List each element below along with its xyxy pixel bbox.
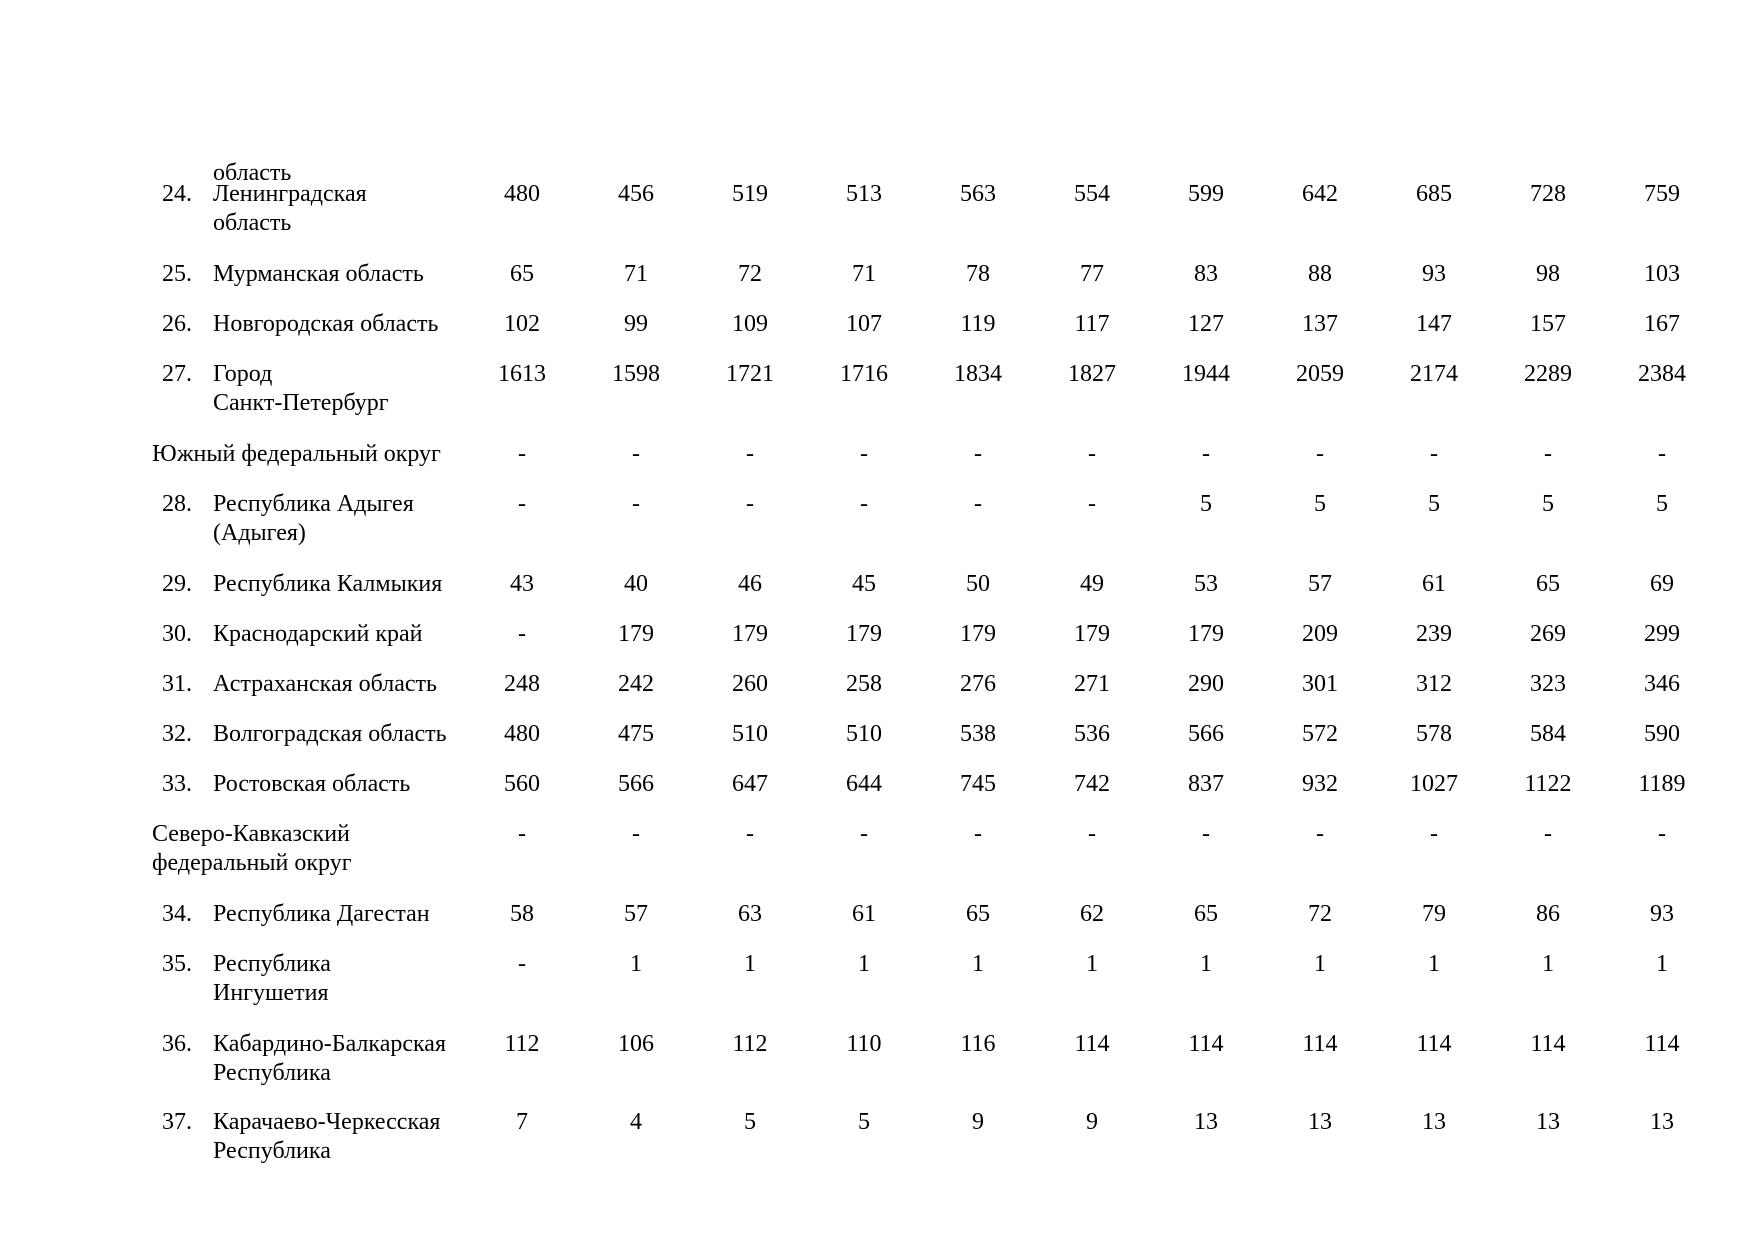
name-line: Ингушетия: [213, 980, 329, 1006]
value-cell: 1: [630, 951, 642, 977]
value-cell: -: [1544, 441, 1552, 467]
value-cell: 5: [858, 1109, 870, 1135]
value-cell: 78: [966, 261, 990, 287]
row-number: 37.: [162, 1109, 192, 1135]
value-cell: 71: [852, 261, 876, 287]
value-cell: 65: [966, 901, 990, 927]
value-cell: 269: [1530, 621, 1566, 647]
value-cell: 644: [846, 771, 882, 797]
region-name: [213, 310, 478, 339]
region-name: [213, 620, 478, 649]
value-cell: 1944: [1182, 361, 1230, 387]
value-cell: -: [632, 441, 640, 467]
value-cell: -: [1088, 821, 1096, 847]
value-cell: -: [518, 441, 526, 467]
value-cell: 566: [1188, 721, 1224, 747]
value-cell: 1721: [726, 361, 774, 387]
value-cell: 566: [618, 771, 654, 797]
value-cell: 510: [732, 721, 768, 747]
value-cell: 71: [624, 261, 648, 287]
name-line: Республика: [213, 1060, 331, 1086]
value-cell: 475: [618, 721, 654, 747]
value-cell: 248: [504, 671, 540, 697]
name-line: область: [213, 160, 292, 186]
value-cell: 480: [504, 721, 540, 747]
value-cell: 9: [972, 1109, 984, 1135]
region-name: [213, 670, 478, 699]
value-cell: 72: [1308, 901, 1332, 927]
row-number: 26.: [162, 311, 192, 337]
value-cell: -: [1316, 441, 1324, 467]
value-cell: -: [1088, 491, 1096, 517]
value-cell: -: [860, 441, 868, 467]
value-cell: 117: [1074, 311, 1110, 337]
value-cell: 5: [1314, 491, 1326, 517]
value-cell: 102: [504, 311, 540, 337]
value-cell: -: [1202, 821, 1210, 847]
value-cell: 2384: [1638, 361, 1686, 387]
name-line: Ленинградская: [213, 181, 367, 207]
value-cell: 1834: [954, 361, 1002, 387]
value-cell: 584: [1530, 721, 1566, 747]
district-name: [152, 820, 482, 878]
value-cell: 167: [1644, 311, 1680, 337]
value-cell: 179: [732, 621, 768, 647]
value-cell: 5: [1200, 491, 1212, 517]
value-cell: 260: [732, 671, 768, 697]
row-number: 33.: [162, 771, 192, 797]
value-cell: 685: [1416, 181, 1452, 207]
value-cell: 642: [1302, 181, 1338, 207]
value-cell: 572: [1302, 721, 1338, 747]
value-cell: 114: [1074, 1031, 1110, 1057]
region-name: [213, 570, 478, 599]
value-cell: -: [974, 441, 982, 467]
value-cell: -: [1658, 821, 1666, 847]
name-line: Город: [213, 361, 273, 387]
value-cell: 43: [510, 571, 534, 597]
value-cell: 554: [1074, 181, 1110, 207]
value-cell: -: [1316, 821, 1324, 847]
value-cell: 599: [1188, 181, 1224, 207]
name-line: Республика Дагестан: [213, 901, 430, 927]
name-line: Северо-Кавказский: [152, 821, 350, 847]
region-name: [213, 490, 478, 548]
value-cell: 1: [1086, 951, 1098, 977]
value-cell: 1: [744, 951, 756, 977]
value-cell: 77: [1080, 261, 1104, 287]
value-cell: -: [1544, 821, 1552, 847]
value-cell: 276: [960, 671, 996, 697]
value-cell: -: [518, 621, 526, 647]
value-cell: 114: [1188, 1031, 1224, 1057]
value-cell: -: [1430, 441, 1438, 467]
value-cell: 107: [846, 311, 882, 337]
value-cell: 114: [1644, 1031, 1680, 1057]
value-cell: 480: [504, 181, 540, 207]
value-cell: 271: [1074, 671, 1110, 697]
value-cell: 137: [1302, 311, 1338, 337]
value-cell: 114: [1302, 1031, 1338, 1057]
value-cell: 179: [618, 621, 654, 647]
region-name: [213, 1108, 478, 1166]
value-cell: 65: [510, 261, 534, 287]
value-cell: 99: [624, 311, 648, 337]
region-name: [213, 900, 478, 929]
value-cell: 519: [732, 181, 768, 207]
value-cell: 239: [1416, 621, 1452, 647]
value-cell: 456: [618, 181, 654, 207]
value-cell: 1122: [1524, 771, 1572, 797]
value-cell: 5: [1428, 491, 1440, 517]
value-cell: 4: [630, 1109, 642, 1135]
region-name: [213, 1030, 478, 1088]
value-cell: 728: [1530, 181, 1566, 207]
value-cell: 116: [960, 1031, 996, 1057]
value-cell: 536: [1074, 721, 1110, 747]
value-cell: 1189: [1638, 771, 1686, 797]
value-cell: 40: [624, 571, 648, 597]
region-name: [213, 950, 478, 1008]
row-number: 35.: [162, 951, 192, 977]
value-cell: -: [974, 821, 982, 847]
value-cell: 13: [1194, 1109, 1218, 1135]
row-number: 28.: [162, 491, 192, 517]
value-cell: 109: [732, 311, 768, 337]
value-cell: 114: [1530, 1031, 1566, 1057]
value-cell: -: [1202, 441, 1210, 467]
name-line: Санкт-Петербург: [213, 390, 389, 416]
value-cell: 49: [1080, 571, 1104, 597]
value-cell: 1827: [1068, 361, 1116, 387]
value-cell: 58: [510, 901, 534, 927]
value-cell: -: [746, 821, 754, 847]
region-name: [213, 720, 478, 749]
value-cell: 13: [1422, 1109, 1446, 1135]
value-cell: 9: [1086, 1109, 1098, 1135]
name-line: Республика Адыгея: [213, 491, 414, 517]
row-number: 24.: [162, 181, 192, 207]
row-number: 25.: [162, 261, 192, 287]
value-cell: 590: [1644, 721, 1680, 747]
district-name: [152, 440, 482, 469]
value-cell: 13: [1536, 1109, 1560, 1135]
value-cell: -: [746, 491, 754, 517]
value-cell: -: [860, 491, 868, 517]
value-cell: 745: [960, 771, 996, 797]
name-line: область: [213, 210, 292, 236]
value-cell: 5: [744, 1109, 756, 1135]
value-cell: 93: [1422, 261, 1446, 287]
value-cell: -: [746, 441, 754, 467]
name-line: Кабардино-Балкарская: [213, 1031, 446, 1057]
value-cell: 45: [852, 571, 876, 597]
region-name: [213, 260, 478, 289]
name-line: Мурманская область: [213, 261, 424, 287]
value-cell: 69: [1650, 571, 1674, 597]
value-cell: 61: [1422, 571, 1446, 597]
value-cell: -: [1658, 441, 1666, 467]
value-cell: 563: [960, 181, 996, 207]
value-cell: 127: [1188, 311, 1224, 337]
value-cell: 179: [1074, 621, 1110, 647]
name-line: Карачаево-Черкесская: [213, 1109, 441, 1135]
region-name: [213, 180, 478, 238]
value-cell: 86: [1536, 901, 1560, 927]
name-line: Астраханская область: [213, 671, 437, 697]
value-cell: 1: [972, 951, 984, 977]
value-cell: -: [632, 821, 640, 847]
value-cell: 157: [1530, 311, 1566, 337]
value-cell: 1: [1656, 951, 1668, 977]
value-cell: 323: [1530, 671, 1566, 697]
value-cell: 209: [1302, 621, 1338, 647]
value-cell: 62: [1080, 901, 1104, 927]
value-cell: 1: [858, 951, 870, 977]
value-cell: 179: [1188, 621, 1224, 647]
region-name: [213, 360, 478, 418]
value-cell: 110: [846, 1031, 882, 1057]
row-number: 34.: [162, 901, 192, 927]
value-cell: 513: [846, 181, 882, 207]
name-line: Волгоградская область: [213, 721, 447, 747]
row-number: 29.: [162, 571, 192, 597]
value-cell: -: [1430, 821, 1438, 847]
row-number: 31.: [162, 671, 192, 697]
value-cell: 560: [504, 771, 540, 797]
value-cell: 312: [1416, 671, 1452, 697]
value-cell: 1: [1542, 951, 1554, 977]
value-cell: 112: [732, 1031, 768, 1057]
value-cell: 538: [960, 721, 996, 747]
value-cell: 1: [1428, 951, 1440, 977]
value-cell: 98: [1536, 261, 1560, 287]
value-cell: 299: [1644, 621, 1680, 647]
value-cell: 5: [1656, 491, 1668, 517]
value-cell: 119: [960, 311, 996, 337]
value-cell: 13: [1308, 1109, 1332, 1135]
name-line: Республика Калмыкия: [213, 571, 443, 597]
value-cell: 1716: [840, 361, 888, 387]
value-cell: 53: [1194, 571, 1218, 597]
value-cell: 179: [960, 621, 996, 647]
value-cell: 932: [1302, 771, 1338, 797]
value-cell: 837: [1188, 771, 1224, 797]
value-cell: 1027: [1410, 771, 1458, 797]
value-cell: -: [974, 491, 982, 517]
value-cell: 1: [1200, 951, 1212, 977]
value-cell: 301: [1302, 671, 1338, 697]
name-line: [213, 130, 478, 159]
value-cell: 13: [1650, 1109, 1674, 1135]
value-cell: 63: [738, 901, 762, 927]
row-number: 32.: [162, 721, 192, 747]
value-cell: 1598: [612, 361, 660, 387]
value-cell: 179: [846, 621, 882, 647]
value-cell: 2059: [1296, 361, 1344, 387]
value-cell: 65: [1194, 901, 1218, 927]
value-cell: 72: [738, 261, 762, 287]
value-cell: 57: [624, 901, 648, 927]
value-cell: 647: [732, 771, 768, 797]
row-number: 27.: [162, 361, 192, 387]
value-cell: 258: [846, 671, 882, 697]
value-cell: 93: [1650, 901, 1674, 927]
name-line: Республика: [213, 951, 331, 977]
row-number: 36.: [162, 1031, 192, 1057]
value-cell: 2289: [1524, 361, 1572, 387]
value-cell: 242: [618, 671, 654, 697]
value-cell: 290: [1188, 671, 1224, 697]
value-cell: -: [860, 821, 868, 847]
value-cell: 5: [1542, 491, 1554, 517]
value-cell: 61: [852, 901, 876, 927]
name-line: (Адыгея): [213, 520, 306, 546]
value-cell: 103: [1644, 261, 1680, 287]
value-cell: 742: [1074, 771, 1110, 797]
value-cell: 1: [1314, 951, 1326, 977]
name-line: федеральный округ: [152, 850, 352, 876]
value-cell: 346: [1644, 671, 1680, 697]
value-cell: 147: [1416, 311, 1452, 337]
value-cell: 114: [1416, 1031, 1452, 1057]
value-cell: 50: [966, 571, 990, 597]
name-line: Краснодарский край: [213, 621, 423, 647]
value-cell: 106: [618, 1031, 654, 1057]
name-line: Ростовская область: [213, 771, 411, 797]
value-cell: 1613: [498, 361, 546, 387]
value-cell: 57: [1308, 571, 1332, 597]
value-cell: 510: [846, 721, 882, 747]
value-cell: 79: [1422, 901, 1446, 927]
value-cell: -: [1088, 441, 1096, 467]
value-cell: 7: [516, 1109, 528, 1135]
row-number: 30.: [162, 621, 192, 647]
value-cell: -: [518, 491, 526, 517]
name-line: Республика: [213, 1138, 331, 1164]
value-cell: 759: [1644, 181, 1680, 207]
value-cell: 83: [1194, 261, 1218, 287]
value-cell: 88: [1308, 261, 1332, 287]
region-name: [213, 770, 478, 799]
value-cell: -: [518, 951, 526, 977]
name-line: Южный федеральный округ: [152, 441, 441, 467]
value-cell: -: [632, 491, 640, 517]
value-cell: 578: [1416, 721, 1452, 747]
value-cell: 112: [504, 1031, 540, 1057]
value-cell: -: [518, 821, 526, 847]
value-cell: 2174: [1410, 361, 1458, 387]
value-cell: 46: [738, 571, 762, 597]
value-cell: 65: [1536, 571, 1560, 597]
name-line: Новгородская область: [213, 311, 439, 337]
